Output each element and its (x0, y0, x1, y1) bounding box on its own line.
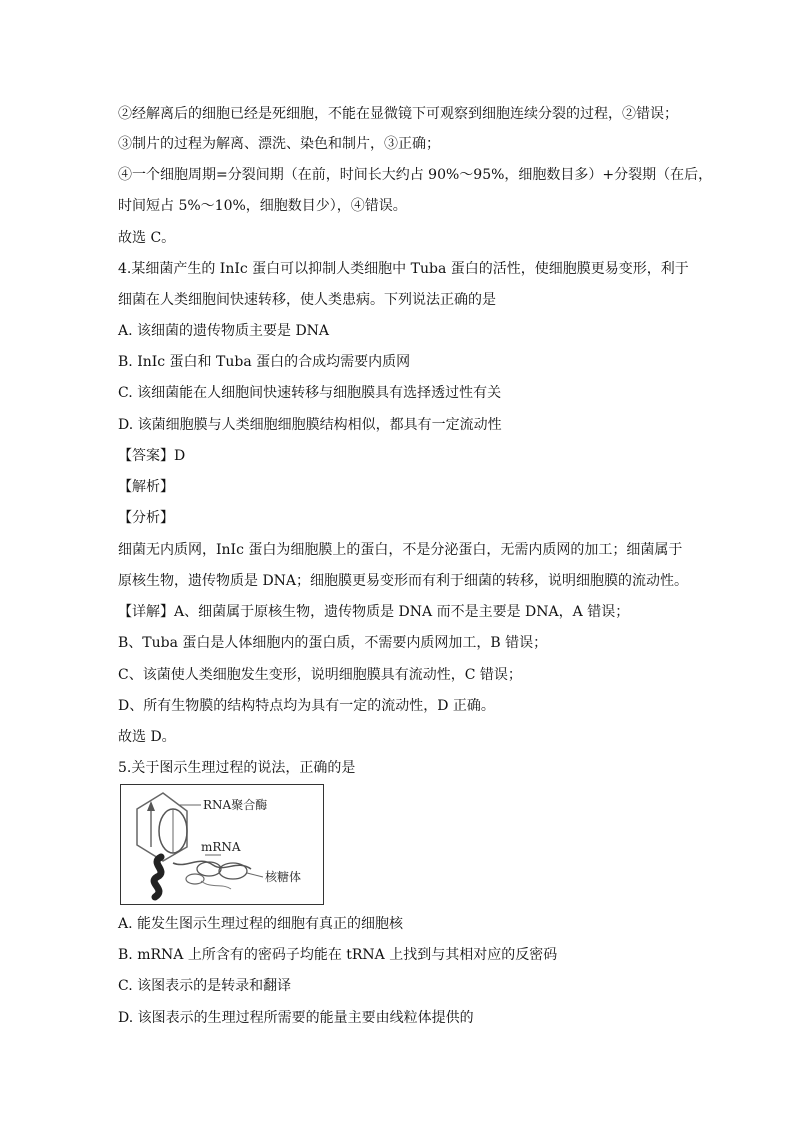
detail-text: B、Tuba 蛋白是人体细胞内的蛋白质，不需要内质网加工，B 错误； (118, 635, 548, 651)
ribosome-shape (197, 862, 221, 876)
conclusion-text: 故选 D。 (118, 729, 176, 745)
option-c: C. 该细菌能在人细胞间快速转移与细胞膜具有选择透过性有关 (118, 385, 502, 401)
analysis-text: 原核生物，遗传物质是 DNA；细胞膜更易变形而有利于细菌的转移，说明细胞膜的流动性。 (118, 573, 689, 589)
ribosome-shape (186, 874, 204, 884)
rna-polymerase-label: RNA聚合酶 (203, 798, 268, 812)
option-a: A. 该细菌的遗传物质主要是 DNA (118, 323, 330, 339)
option-a: A. 能发生图示生理过程的细胞有真正的细胞核 (118, 916, 404, 932)
question-5-stem: 5.关于图示生理过程的说法，正确的是 (118, 760, 356, 776)
option-b: B. InIc 蛋白和 Tuba 蛋白的合成均需要内质网 (118, 354, 411, 370)
analysis-label: 【解析】 (118, 479, 174, 495)
text-line: ③制片的过程为解离、漂洗、染色和制片，③正确； (118, 136, 440, 152)
option-d: D. 该菌细胞膜与人类细胞细胞膜结构相似，都具有一定流动性 (118, 417, 502, 433)
detail-text: 【详解】A、细菌属于原核生物，遗传物质是 DNA 而不是主要是 DNA，A 错误； (118, 604, 630, 620)
detail-text: C、该菌使人类细胞发生变形，说明细胞膜具有流动性，C 错误； (118, 667, 522, 683)
label-line (247, 873, 263, 877)
text-line: 时间短占 5%～10%，细胞数目少），④错误。 (118, 198, 407, 214)
detail-text: D、所有生物膜的结构特点均为具有一定的流动性，D 正确。 (118, 698, 495, 714)
question-4-stem: 4.某细菌产生的 InIc 蛋白可以抑制人类细胞中 Tuba 蛋白的活性，使细胞膜更易变形，利于 (118, 261, 689, 277)
option-d: D. 该图表示的生理过程所需要的能量主要由线粒体提供的 (118, 1010, 474, 1026)
ribosome-label: 核糖体 (265, 870, 302, 884)
polypeptide-chain (201, 881, 231, 889)
text-line: 故选 C。 (118, 230, 176, 246)
fenxi-label: 【分析】 (118, 510, 174, 526)
question-4-stem: 细菌在人类细胞间快速转移，使人类患病。下列说法正确的是 (118, 292, 496, 308)
option-c: C. 该图表示的是转录和翻译 (118, 978, 292, 994)
text-line: ④一个细胞周期=分裂间期（在前，时间长大约占 90%～95%，细胞数目多）+分裂期（在后， (118, 167, 713, 183)
option-b: B. mRNA 上所含有的密码子均能在 tRNA 上找到与其相对应的反密码 (118, 947, 558, 963)
text-line: ②经解离后的细胞已经是死细胞，不能在显微镜下可观察到细胞连续分裂的过程，②错误； (118, 106, 678, 122)
dna-helix-shape (154, 857, 161, 897)
answer-label: 【答案】D (118, 448, 186, 464)
transcription-translation-figure (120, 784, 324, 905)
analysis-text: 细菌无内质网，InIc 蛋白为细胞膜上的蛋白，不是分泌蛋白，无需内质网的加工；细菌属于 (118, 542, 683, 558)
mrna-label: mRNA (201, 840, 241, 854)
